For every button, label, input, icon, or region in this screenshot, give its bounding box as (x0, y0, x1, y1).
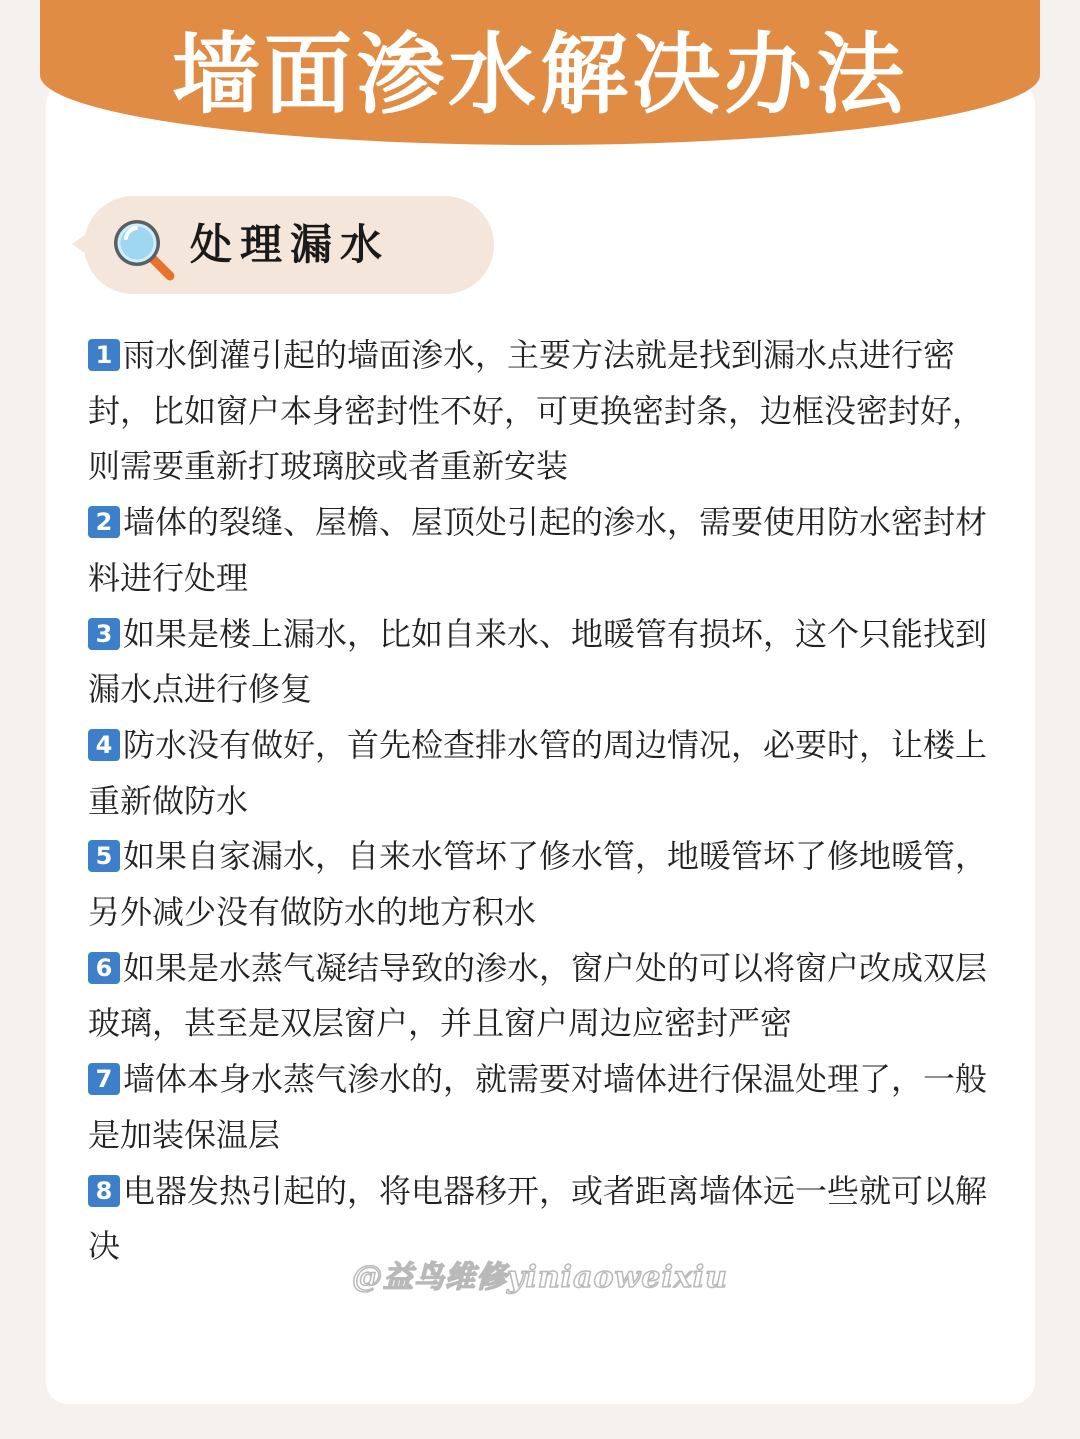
number-badge: 8 (88, 1175, 120, 1207)
list-item (88, 1052, 988, 1163)
number-badge: 5 (88, 840, 120, 872)
number-badge: 1 (88, 339, 120, 371)
number-badge: 2 (88, 506, 120, 538)
watermark: @益鸟维修yiniaoweixiu (352, 1260, 728, 1295)
list-item (88, 941, 988, 1052)
item-text: 墙体本身水蒸气渗水的，就需要对墙体进行保温处理了，一般是加装保温层 (88, 1060, 988, 1154)
section-header (84, 196, 494, 294)
item-text: 防水没有做好，首先检查排水管的周边情况，必要时，让楼上重新做防水 (88, 725, 988, 820)
number-badge: 6 (88, 952, 120, 984)
item-text: 如果是水蒸气凝结导致的渗水，窗户处的可以将窗户改成双层玻璃，甚至是双层窗户，并且窗户周边应密封严密 (88, 948, 988, 1043)
item-text: 如果自家漏水，自来水管坏了修水管，地暖管坏了修地暖管，另外减少没有做防水的地方积水 (88, 837, 988, 932)
number-badge: 4 (88, 729, 120, 761)
item-text: 电器发热引起的，将电器移开，或者距离墙体远一些就可以解决 (88, 1171, 988, 1266)
item-text: 如果是楼上漏水，比如自来水、地暖管有损坏，这个只能找到漏水点进行修复 (88, 614, 988, 709)
page-title: 墙面渗水解决办法 (171, 23, 908, 126)
list-item (88, 495, 988, 606)
item-text: 墙体的裂缝、屋檐、屋顶处引起的渗水，需要使用防水密封材料进行处理 (88, 503, 988, 597)
number-badge: 3 (88, 618, 120, 650)
number-badge: 7 (88, 1063, 120, 1095)
magnifier-icon (108, 214, 178, 284)
list-item (88, 607, 988, 718)
item-text: 雨水倒灌引起的墙面渗水，主要方法就是找到漏水点进行密封，比如窗户本身密封性不好，可更换密封条，边框没密封好，则需要重新打玻璃胶或者重新安装 (88, 336, 985, 486)
list-item (88, 718, 988, 829)
item-list (88, 328, 988, 1275)
section-title: 处理漏水 (190, 220, 391, 269)
list-item (88, 829, 988, 940)
list-item (88, 328, 988, 495)
